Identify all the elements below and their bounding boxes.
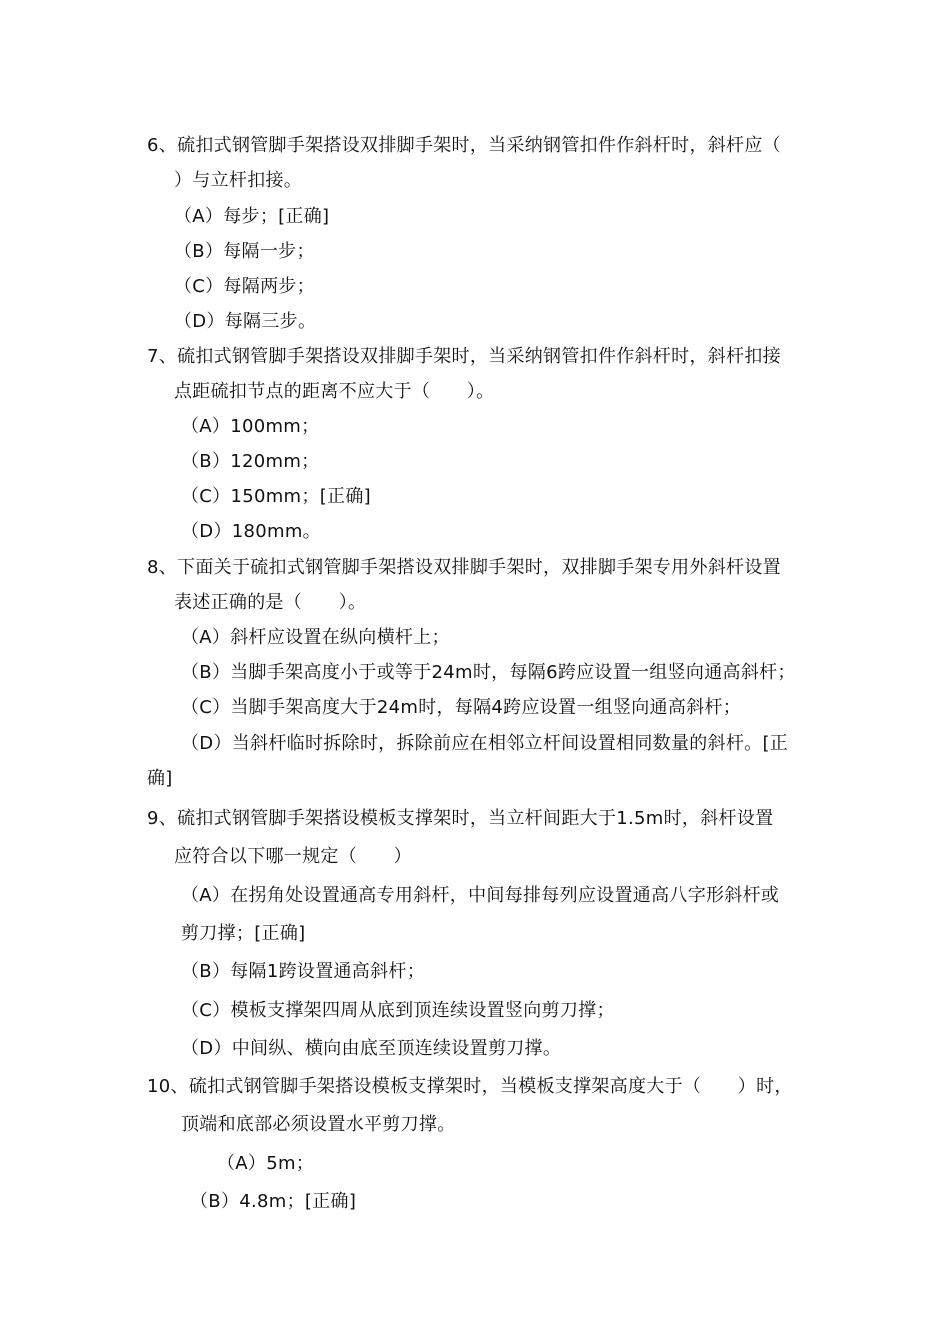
question-7-option-d: （D）180mm。 — [181, 521, 321, 542]
question-7-number: 7、 — [147, 346, 178, 367]
question-8-stem-line-1: 8、下面关于硫扣式钢管脚手架搭设双排脚手架时，双排脚手架专用外斜杆设置 — [147, 557, 781, 578]
question-10-option-a: （A）5m； — [217, 1153, 315, 1174]
question-8-number: 8、 — [147, 557, 178, 578]
question-10-number: 10、 — [147, 1076, 189, 1097]
question-10-option-b: （B）4.8m；[正确] — [190, 1191, 357, 1212]
question-9-stem-line-2: 应符合以下哪一规定（ ） — [174, 846, 412, 867]
question-9-stem-line-1: 9、硫扣式钢管脚手架搭设模板支撑架时，当立杆间距大于1.5m时，斜杆设置 — [147, 808, 774, 829]
question-6-option-d: （D）每隔三步。 — [174, 311, 317, 332]
question-7-option-c: （C）150mm；[正确] — [181, 486, 371, 507]
question-6-stem-line-2: ）与立杆扣接。 — [174, 170, 303, 191]
question-8-option-a: （A）斜杆应设置在纵向横杆上； — [181, 627, 450, 648]
question-9-option-d: （D）中间纵、横向由底至顶连续设置剪刀撑。 — [181, 1038, 562, 1059]
question-9-option-c: （C）模板支撑架四周从底到顶连续设置竖向剪刀撑； — [181, 1000, 615, 1021]
question-7-stem-line-1: 7、硫扣式钢管脚手架搭设双排脚手架时，当采纳钢管扣件作斜杆时，斜杆扣接 — [147, 346, 781, 367]
question-8-option-d-continued: 确] — [147, 768, 173, 789]
question-6-option-c: （C）每隔两步； — [174, 276, 315, 297]
question-10-stem-line-1: 10、硫扣式钢管脚手架搭设模板支撑架时，当模板支撑架高度大于（ ）时， — [147, 1076, 793, 1097]
question-8-stem-line-2: 表述正确的是（ ）。 — [174, 592, 367, 613]
question-7-option-a: （A）100mm； — [181, 416, 320, 437]
question-9-option-a-continued: 剪刀撑；[正确] — [181, 923, 306, 944]
question-9-option-a: （A）在拐角处设置通高专用斜杆，中间每排每列应设置通高八字形斜杆或 — [181, 885, 780, 906]
question-9-option-b: （B）每隔1跨设置通高斜杆； — [181, 961, 425, 982]
question-7-stem-line-2: 点距硫扣节点的距离不应大于（ ）。 — [174, 381, 495, 402]
question-6-number: 6、 — [147, 135, 178, 156]
question-10-stem-line-2: 顶端和底部必须设置水平剪刀撑。 — [181, 1114, 456, 1135]
question-8-option-c: （C）当脚手架高度大于24m时，每隔4跨应设置一组竖向通高斜杆； — [181, 697, 742, 718]
question-8-option-d: （D）当斜杆临时拆除时，拆除前应在相邻立杆间设置相同数量的斜杆。[正 — [181, 733, 789, 754]
question-6-stem-line-1: 6、硫扣式钢管脚手架搭设双排脚手架时，当采纳钢管扣件作斜杆时，斜杆应（ — [147, 135, 781, 156]
question-7-option-b: （B）120mm； — [181, 451, 320, 472]
question-9-number: 9、 — [147, 808, 178, 829]
question-6-option-b: （B）每隔一步； — [174, 241, 315, 262]
question-6-option-a: （A）每步；[正确] — [174, 206, 330, 227]
question-8-option-b: （B）当脚手架高度小于或等于24m时，每隔6跨应设置一组竖向通高斜杆； — [181, 662, 796, 683]
